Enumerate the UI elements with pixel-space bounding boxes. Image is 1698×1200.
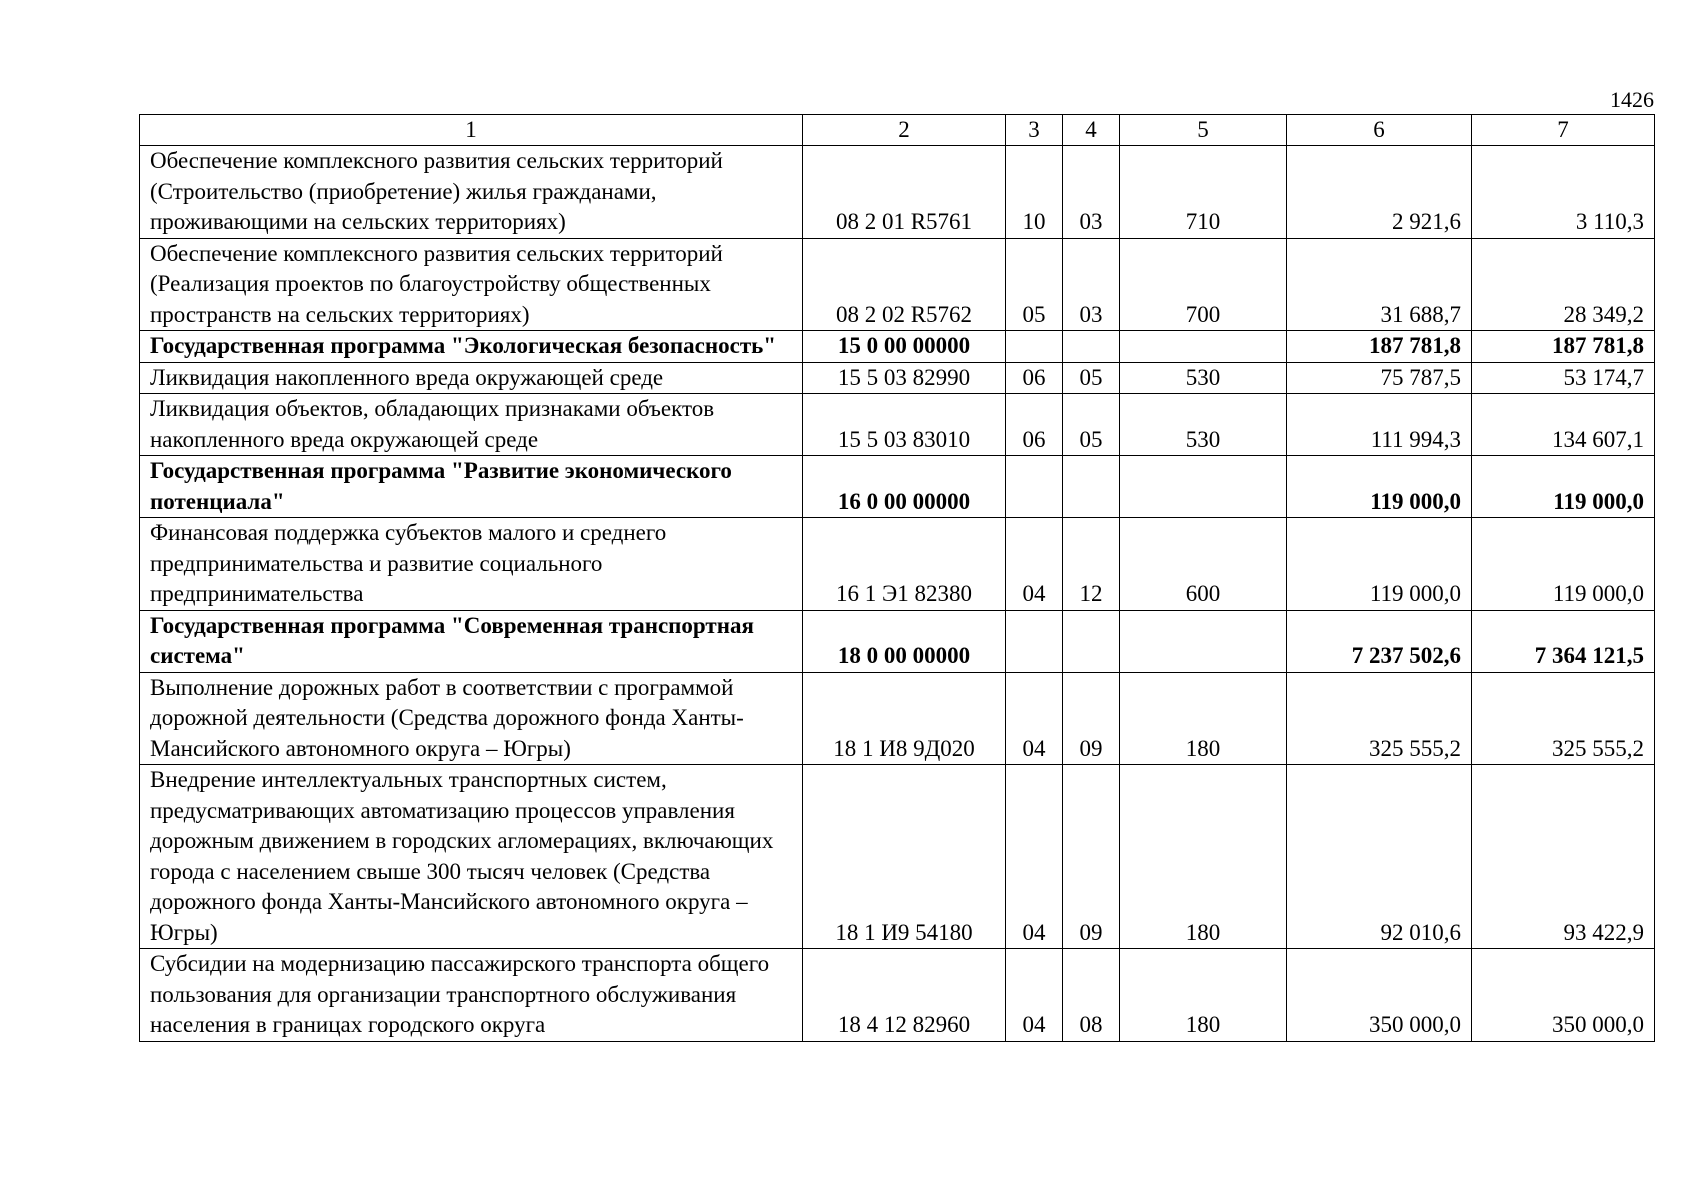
row-code-cell: 18 1 И8 9Д020: [803, 672, 1006, 765]
row-code-cell: 18 1 И9 54180: [803, 765, 1006, 949]
row-section-cell: 10: [1006, 146, 1063, 239]
row-name-cell: Ликвидация накопленного вреда окружающей среде: [140, 362, 803, 394]
row-subsection-cell: 09: [1063, 765, 1120, 949]
row-expense-type-cell: 710: [1120, 146, 1287, 239]
row-name-cell: Обеспечение комплексного развития сельских территорий (Реализация проектов по благоустройству общественных пространств на сельских территориях): [140, 238, 803, 331]
row-amount-cell: 119 000,0: [1472, 518, 1655, 611]
row-amount-cell: 28 349,2: [1472, 238, 1655, 331]
row-subsection-cell: 05: [1063, 362, 1120, 394]
row-section-cell: 04: [1006, 672, 1063, 765]
row-subsection-cell: [1063, 610, 1120, 672]
table-row: [140, 672, 1655, 765]
row-code-cell: 15 0 00 00000: [803, 331, 1006, 363]
row-name-cell: Внедрение интеллектуальных транспортных систем, предусматривающих автоматизацию процессов управления дорожным движением в городских агломерациях, включающих города с населением свыше 300 тысяч человек (Средства дорожного фонда Ханты-Мансийского автономного округа – Югры): [140, 765, 803, 949]
row-amount-cell: 7 237 502,6: [1287, 610, 1472, 672]
row-code-cell: 08 2 01 R5761: [803, 146, 1006, 239]
row-code-cell: 16 0 00 00000: [803, 456, 1006, 518]
row-amount-cell: 325 555,2: [1287, 672, 1472, 765]
row-name-cell: Выполнение дорожных работ в соответствии с программой дорожной деятельности (Средства дорожного фонда Ханты-Мансийского автономного округа – Югры): [140, 672, 803, 765]
header-cell: 7: [1472, 115, 1655, 146]
row-code-cell: 18 4 12 82960: [803, 949, 1006, 1042]
row-amount-cell: 134 607,1: [1472, 394, 1655, 456]
row-amount-cell: 350 000,0: [1472, 949, 1655, 1042]
page-number: 1426: [1610, 87, 1654, 112]
table-row: [140, 518, 1655, 611]
row-section-cell: 04: [1006, 765, 1063, 949]
table-row: [140, 949, 1655, 1042]
row-subsection-cell: 09: [1063, 672, 1120, 765]
row-expense-type-cell: 180: [1120, 765, 1287, 949]
row-amount-cell: 119 000,0: [1287, 456, 1472, 518]
table-row: [140, 394, 1655, 456]
row-amount-cell: 93 422,9: [1472, 765, 1655, 949]
row-section-cell: 05: [1006, 238, 1063, 331]
row-name-cell: Государственная программа "Развитие экономического потенциала": [140, 456, 803, 518]
row-subsection-cell: 12: [1063, 518, 1120, 611]
row-code-cell: 16 1 Э1 82380: [803, 518, 1006, 611]
table-row: [140, 765, 1655, 949]
row-code-cell: 15 5 03 82990: [803, 362, 1006, 394]
row-amount-cell: 31 688,7: [1287, 238, 1472, 331]
row-section-cell: [1006, 456, 1063, 518]
row-expense-type-cell: [1120, 331, 1287, 363]
row-expense-type-cell: 180: [1120, 672, 1287, 765]
row-section-cell: 06: [1006, 362, 1063, 394]
row-amount-cell: 325 555,2: [1472, 672, 1655, 765]
row-section-cell: 06: [1006, 394, 1063, 456]
program-row: [140, 331, 1655, 363]
row-amount-cell: 187 781,8: [1472, 331, 1655, 363]
row-amount-cell: 111 994,3: [1287, 394, 1472, 456]
row-expense-type-cell: [1120, 456, 1287, 518]
row-amount-cell: 3 110,3: [1472, 146, 1655, 239]
row-subsection-cell: 03: [1063, 238, 1120, 331]
row-expense-type-cell: 700: [1120, 238, 1287, 331]
row-expense-type-cell: 600: [1120, 518, 1287, 611]
row-name-cell: Ликвидация объектов, обладающих признаками объектов накопленного вреда окружающей среде: [140, 394, 803, 456]
row-expense-type-cell: 180: [1120, 949, 1287, 1042]
row-name-cell: Государственная программа "Экологическая безопасность": [140, 331, 803, 363]
row-amount-cell: 187 781,8: [1287, 331, 1472, 363]
table-row: [140, 362, 1655, 394]
row-subsection-cell: 03: [1063, 146, 1120, 239]
program-row: [140, 610, 1655, 672]
row-expense-type-cell: 530: [1120, 394, 1287, 456]
row-code-cell: 18 0 00 00000: [803, 610, 1006, 672]
table-header-row: [140, 115, 1655, 146]
row-section-cell: 04: [1006, 518, 1063, 611]
row-amount-cell: 75 787,5: [1287, 362, 1472, 394]
row-section-cell: [1006, 331, 1063, 363]
budget-table: [139, 114, 1655, 1042]
row-section-cell: 04: [1006, 949, 1063, 1042]
row-amount-cell: 119 000,0: [1472, 456, 1655, 518]
header-cell: 4: [1063, 115, 1120, 146]
row-code-cell: 08 2 02 R5762: [803, 238, 1006, 331]
header-cell: 2: [803, 115, 1006, 146]
row-subsection-cell: 05: [1063, 394, 1120, 456]
row-amount-cell: 350 000,0: [1287, 949, 1472, 1042]
row-section-cell: [1006, 610, 1063, 672]
row-amount-cell: 7 364 121,5: [1472, 610, 1655, 672]
row-name-cell: Финансовая поддержка субъектов малого и среднего предпринимательства и развитие социального предпринимательства: [140, 518, 803, 611]
row-amount-cell: 119 000,0: [1287, 518, 1472, 611]
header-cell: 5: [1120, 115, 1287, 146]
header-cell: 6: [1287, 115, 1472, 146]
row-amount-cell: 53 174,7: [1472, 362, 1655, 394]
row-name-cell: Субсидии на модернизацию пассажирского транспорта общего пользования для организации транспортного обслуживания населения в границах городского округа: [140, 949, 803, 1042]
row-name-cell: Государственная программа "Современная транспортная система": [140, 610, 803, 672]
row-subsection-cell: [1063, 331, 1120, 363]
program-row: [140, 456, 1655, 518]
row-subsection-cell: [1063, 456, 1120, 518]
row-amount-cell: 2 921,6: [1287, 146, 1472, 239]
row-subsection-cell: 08: [1063, 949, 1120, 1042]
table-row: [140, 238, 1655, 331]
row-expense-type-cell: 530: [1120, 362, 1287, 394]
table-row: [140, 146, 1655, 239]
row-name-cell: Обеспечение комплексного развития сельских территорий (Строительство (приобретение) жилья гражданами, проживающими на сельских территориях): [140, 146, 803, 239]
row-code-cell: 15 5 03 83010: [803, 394, 1006, 456]
row-expense-type-cell: [1120, 610, 1287, 672]
header-cell: 1: [140, 115, 803, 146]
row-amount-cell: 92 010,6: [1287, 765, 1472, 949]
header-cell: 3: [1006, 115, 1063, 146]
